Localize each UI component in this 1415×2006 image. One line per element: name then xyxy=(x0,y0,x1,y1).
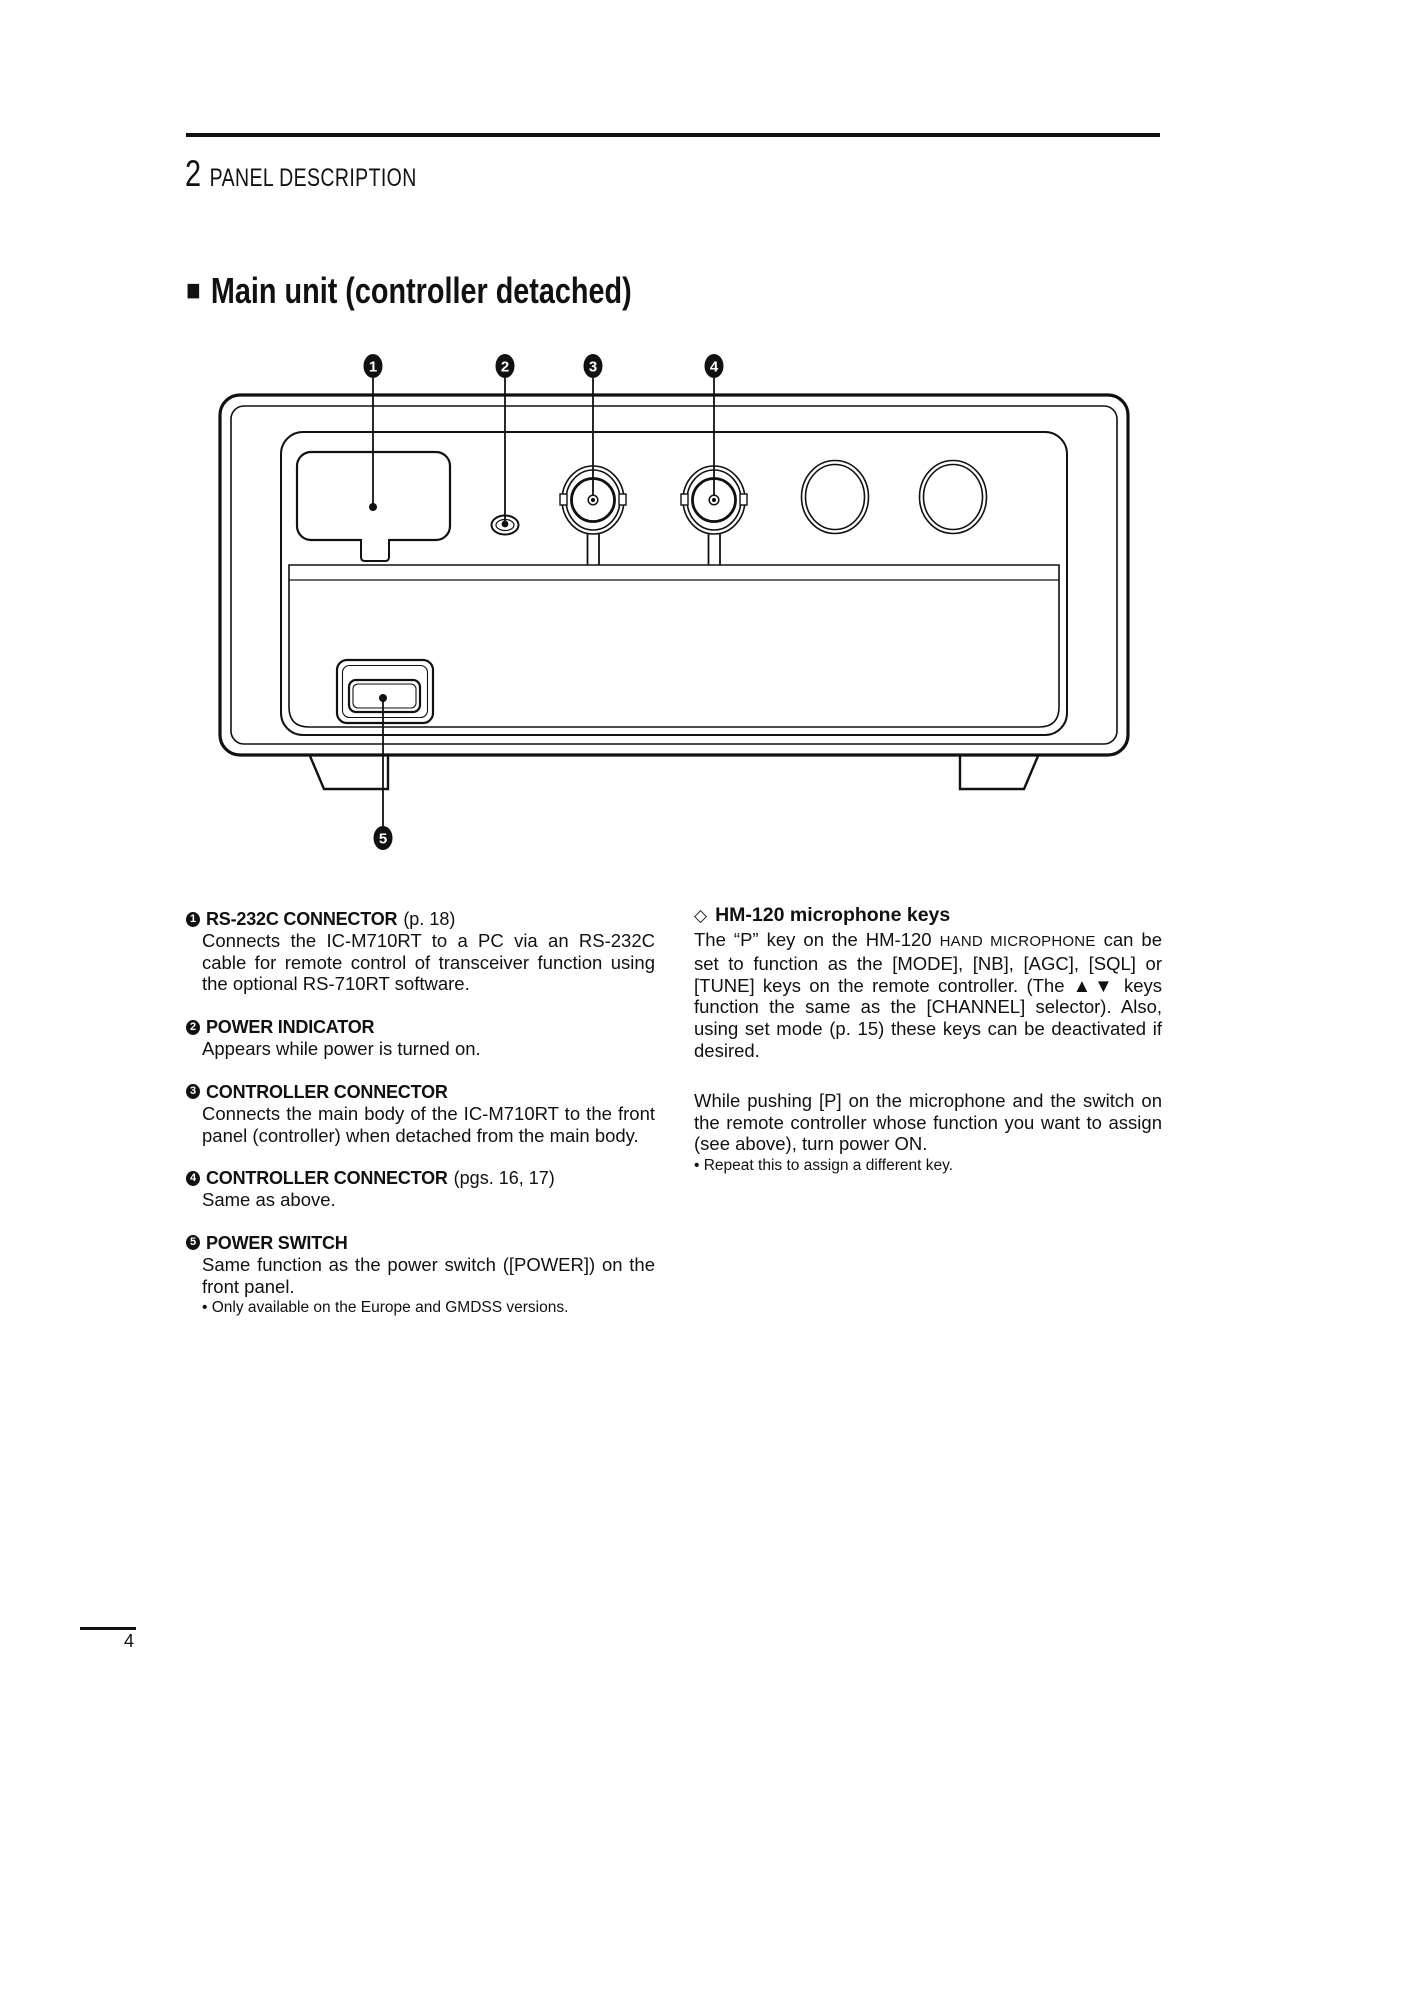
svg-text:1: 1 xyxy=(368,358,378,376)
subsection-title: HM-120 microphone keys xyxy=(715,904,951,926)
callout-1 xyxy=(364,354,383,378)
page-number: 4 xyxy=(123,1631,134,1651)
item-title: RS-232C CONNECTOR xyxy=(206,909,398,929)
item-page-ref: (p. 18) xyxy=(403,909,456,929)
hand-microphone-smallcaps: HAND MICROPHONE xyxy=(939,933,1096,950)
item-power-indicator xyxy=(186,1016,655,1060)
power-switch xyxy=(337,660,433,723)
item-heading xyxy=(186,1081,655,1103)
item-body: Connects the main body of the IC-M710RT to the front panel (controller) when detached from the main body. xyxy=(202,1102,655,1146)
callout-3 xyxy=(584,354,603,378)
item-rs232c-connector xyxy=(186,908,655,995)
callout-4 xyxy=(705,354,724,378)
chassis-outer xyxy=(220,395,1128,755)
para1-text: The “P” key on the HM-120 xyxy=(694,929,940,950)
item-number-badge: 1 xyxy=(186,912,200,927)
section-title xyxy=(186,270,632,312)
item-title: POWER INDICATOR xyxy=(206,1017,375,1038)
svg-text:5: 5 xyxy=(378,830,388,848)
item-power-switch xyxy=(186,1232,655,1317)
item-controller-connector-3 xyxy=(186,1081,655,1146)
round-connector-b xyxy=(920,461,987,534)
lower-subpanel xyxy=(289,565,1059,727)
chapter-number: 2 xyxy=(185,153,202,194)
header-rule xyxy=(186,133,1160,137)
item-heading xyxy=(186,1016,655,1038)
left-column xyxy=(186,908,655,1338)
mic-keys-note: • Repeat this to assign a different key. xyxy=(694,1157,954,1175)
mic-keys-paragraph-2: While pushing [P] on the microphone and the switch on the remote controller whose function you want to assign (see above), turn power ON. xyxy=(694,1089,1162,1155)
chassis-inner-line xyxy=(231,406,1117,744)
item-controller-connector-4 xyxy=(186,1167,655,1211)
item-body: Appears while power is turned on. xyxy=(202,1038,481,1060)
item-page-ref: (pgs. 16, 17) xyxy=(453,1168,555,1189)
right-foot xyxy=(960,756,1038,789)
left-foot xyxy=(310,756,388,789)
item-title: CONTROLLER CONNECTOR xyxy=(206,1168,448,1189)
svg-text:4: 4 xyxy=(709,358,719,376)
item-number-badge: 2 xyxy=(186,1020,200,1035)
item-heading xyxy=(186,1167,655,1189)
connector-panel xyxy=(281,432,1067,735)
chapter-header xyxy=(185,153,417,195)
callout-2 xyxy=(496,354,515,378)
diamond-icon: ◇ xyxy=(694,906,708,925)
item-body: Connects the IC-M710RT to a PC via an RS-232C cable for remote control of transceiver function using the optional RS-710RT software. xyxy=(202,930,655,995)
right-column xyxy=(694,903,1162,1175)
leader-dot-5 xyxy=(379,694,387,702)
main-unit-rear-diagram xyxy=(140,330,1200,890)
callout-5 xyxy=(374,826,393,850)
item-heading xyxy=(186,1232,655,1254)
mic-keys-paragraph-1 xyxy=(694,929,1162,1062)
footer-rule xyxy=(80,1627,136,1630)
item-heading xyxy=(186,908,655,930)
leader-dot-2 xyxy=(502,521,509,528)
subsection-heading xyxy=(694,903,1162,928)
section-square-icon: ■ xyxy=(186,274,201,307)
chapter-title: PANEL DESCRIPTION xyxy=(209,164,417,192)
item-number-badge: 3 xyxy=(186,1084,200,1099)
item-body: Same function as the power switch ([POWER]) on the front panel. xyxy=(202,1253,655,1297)
item-body: Same as above. xyxy=(202,1189,336,1211)
svg-text:2: 2 xyxy=(500,358,510,376)
rs232c-cover-tab-mask xyxy=(361,538,389,561)
para1-text-rest: can be set to function as the [MODE], [NB], [AGC], [SQL] or [TUNE] keys on the remote controller. (The ▲▼ keys function the same as the [CHANNEL] selector). Also, using set mode (p. 15) these keys can be deactivated if desired. xyxy=(694,929,1163,1061)
section-title-text: Main unit (controller detached) xyxy=(210,270,632,311)
svg-text:3: 3 xyxy=(588,358,598,376)
item-note: • Only available on the Europe and GMDSS versions. xyxy=(202,1299,569,1317)
round-connector-a xyxy=(802,461,869,534)
item-title: CONTROLLER CONNECTOR xyxy=(206,1081,448,1102)
item-number-badge: 4 xyxy=(186,1171,200,1186)
leader-dot-1 xyxy=(369,503,377,511)
item-title: POWER SWITCH xyxy=(206,1232,348,1253)
item-number-badge: 5 xyxy=(186,1235,200,1250)
